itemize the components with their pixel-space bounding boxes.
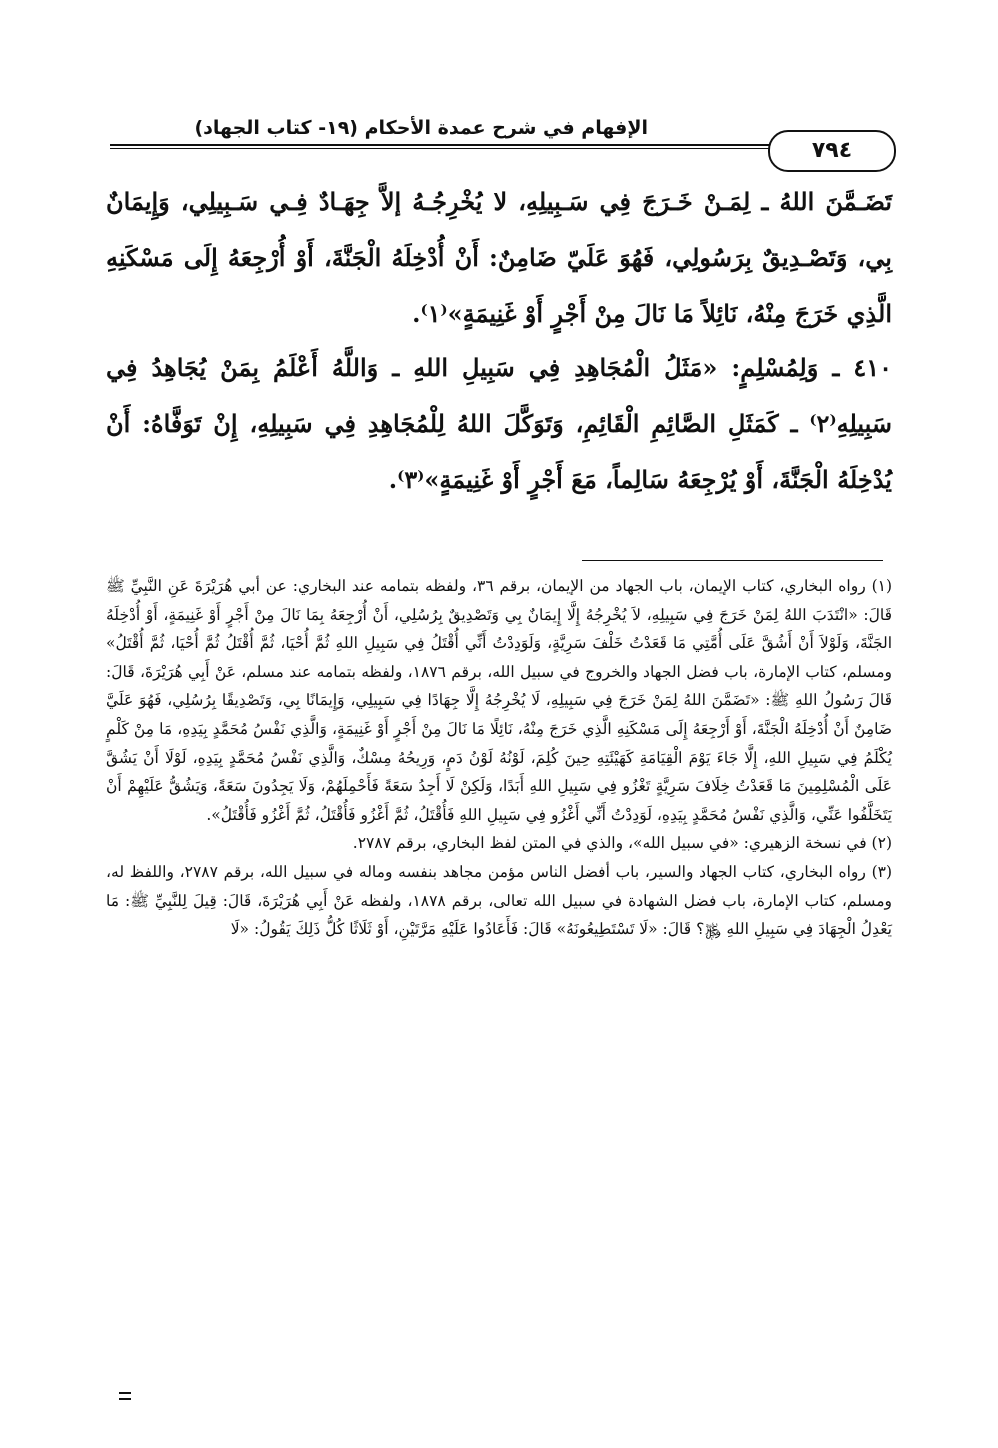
hadith-paragraph-1: تَضَـمَّنَ اللهُ ـ لِمَـنْ خَـرَجَ فِي سَـبِيلِهِ، لا يُخْرِجُـهُ إلاَّ جِهَـادٌ فِـي سَـبِيلِي، وَإِيمَانٌ بِي، وَتَصْـدِيقٌ بِرَسُولِي، فَهُوَ عَلَيّ ضَامِنٌ: أَنْ أُدْخِلَهُ الْجَنَّةَ، أَوْ أُرْجِعَهُ إِلَى مَسْكَنِهِ الَّذِي خَرَجَ مِنْهُ، نَائِلاً مَا نَالَ مِنْ أَجْرٍ أَوْ غَنِيمَةٍ»⁽١⁾. (106, 187, 892, 328)
footnote-3: (٣) رواه البخاري، كتاب الجهاد والسير، باب أفضل الناس مؤمن مجاهد بنفسه وماله في سبيل الله، برقم ٢٧٨٧، واللفظ له، ومسلم، كتاب الإمارة، باب فضل الشهادة في سبيل الله تعالى، برقم ١٨٧٨، ولفظه عَنْ أَبِي هُرَيْرَةَ، قَالَ: قِيلَ لِلنَّبِيِّ ﷺ: مَا يَعْدِلُ الْجِهَادَ فِي سَبِيلِ اللهِ ﷿؟ قَالَ: «لَا تَسْتَطِيعُونَهُ» قَالَ: فَأَعَادُوا عَلَيْهِ مَرَّتَيْنِ، أَوْ ثَلَاثًا كُلُّ ذَلِكَ يَقُولُ: «لَا (106, 862, 893, 939)
continuation-mark (119, 1392, 131, 1400)
footnote-2: (٢) في نسخة الزهيري: «في سبيل الله»، والذي في المتن لفظ البخاري، برقم ٢٧٨٧. (352, 834, 892, 853)
footnote-1: (١) رواه البخاري، كتاب الإيمان، باب الجهاد من الإيمان، برقم ٣٦، ولفظه بتمامه عند البخاري: عن أبي هُرَيْرَةَ عَنِ النَّبِيِّ ﷺ قَالَ: «انْتَدَبَ اللهُ لِمَنْ خَرَجَ فِي سَبِيلِهِ، لاَ يُخْرِجُهُ إِلَّا إِيمَانٌ بِي وَتَصْدِيقٌ بِرُسُلِي، أَنْ أُرْجِعَهُ بِمَا نَالَ مِنْ أَجْرٍ أَوْ غَنِيمَةٍ، أَوْ أُدْخِلَهُ الجَنَّةَ، وَلَوْلاَ أَنْ أَشُقَّ عَلَى أُمَّتِي مَا قَعَدْتُ خَلْفَ سَرِيَّةٍ، وَلَوَدِدْتُ أَنِّي أُقْتَلُ فِي سَبِيلِ اللهِ ثُمَّ أُحْيَا، ثُمَّ أُقْتَلُ ثُمَّ أُحْيَا، ثُمَّ أُقْتَلُ» ومسلم، كتاب الإمارة، باب فضل الجهاد والخروج في سبيل الله، برقم ١٨٧٦، ولفظه بتمامه عند مسلم، عَنْ أَبِي هُرَيْرَةَ، قَالَ: قَالَ رَسُولُ اللهِ ﷺ: «تَضَمَّنَ اللهُ لِمَنْ خَرَجَ فِي سَبِيلِهِ، لَا يُخْرِجُهُ إِلَّا جِهَادًا فِي سَبِيلِي، وَإِيمَانًا بِي، وَتَصْدِيقًا بِرُسُلِي، فَهُوَ عَلَيَّ ضَامِنٌ أَنْ أُدْخِلَهُ الْجَنَّةَ، أَوْ أَرْجِعَهُ إِلَى مَسْكَنِهِ الَّذِي خَرَجَ مِنْهُ، نَائِلًا مَا نَالَ مِنْ أَجْرٍ أَوْ غَنِيمَةٍ، وَالَّذِي نَفْسُ مُحَمَّدٍ بِيَدِهِ، مَا مِنْ كَلْمٍ يُكْلَمُ فِي سَبِيلِ اللهِ، إِلَّا جَاءَ يَوْمَ الْقِيَامَةِ كَهَيْئَتِهِ حِينَ كُلِمَ، لَوْنُهُ لَوْنُ دَمٍ، وَرِيحُهُ مِسْكٌ، وَالَّذِي نَفْسُ مُحَمَّدٍ بِيَدِهِ، لَوْلَا أَنْ يَشُقَّ عَلَى الْمُسْلِمِينَ مَا قَعَدْتُ خِلَافَ سَرِيَّةٍ تَغْزُو فِي سَبِيلِ اللهِ أَبَدًا، وَلَكِنْ لَا أَجِدُ سَعَةً فَأَحْمِلَهُمْ، وَلَا يَجِدُونَ سَعَةً، وَيَشُقُّ عَلَيْهِمْ أَنْ يَتَخَلَّفُوا عَنِّي، وَالَّذِي نَفْسُ مُحَمَّدٍ بِيَدِهِ، لَوَدِدْتُ أَنِّي أَغْزُو فِي سَبِيلِ اللهِ فَأُقْتَلُ، ثُمَّ أَغْزُو فَأُقْتَلُ، ثُمَّ أَغْزُو فَأُقْتَلُ». (106, 577, 893, 824)
footnote-separator (582, 560, 883, 561)
footnotes (106, 572, 892, 944)
main-text-continued (106, 340, 892, 508)
page-number-badge: ٧٩٤ (768, 130, 896, 172)
main-text (106, 174, 892, 342)
hadith-paragraph-410: ٤١٠ ـ وَلِمُسْلِمٍ: «مَثَلُ الْمُجَاهِدِ فِي سَبِيلِ اللهِ ـ وَاللَّهُ أَعْلَمُ بِمَنْ يُجَاهِدُ فِي سَبِيلِهِ⁽٢⁾ ـ كَمَثَلِ الصَّائِمِ الْقَائِمِ، وَتَوَكَّلَ اللهُ لِلْمُجَاهِدِ فِي سَبِيلِهِ، إِنْ تَوَفَّاهُ: أَنْ يُدْخِلَهُ الْجَنَّةَ، أَوْ يُرْجِعَهُ سَالِماً، مَعَ أَجْرٍ أَوْ غَنِيمَةٍ»⁽٣⁾. (106, 353, 892, 494)
running-header-title: الإفهام في شرح عمدة الأحكام (١٩- كتاب الجهاد) (194, 117, 648, 139)
